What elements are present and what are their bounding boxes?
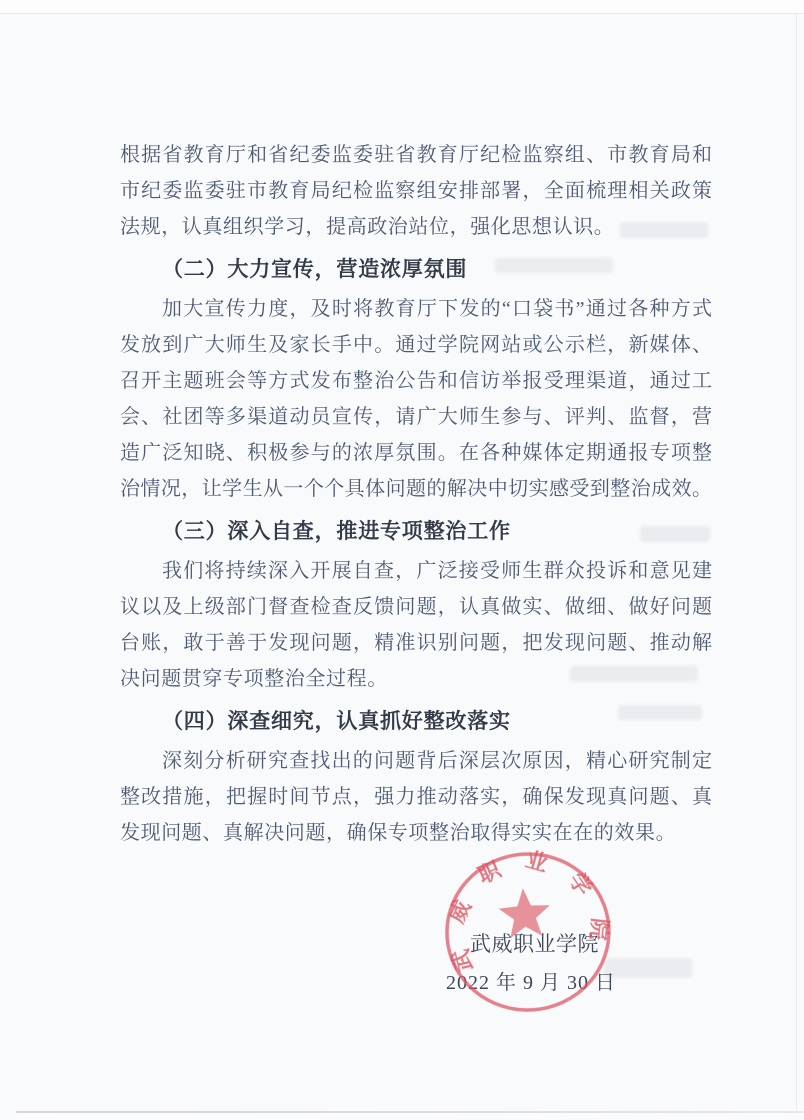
signature-date: 2022 年 9 月 30 日 [446,972,616,994]
text-line: 议以及上级部门督查检查反馈问题，认真做实、做细、做好问题 [120,596,712,618]
text-line: 发放到广大师生及家长手中。通过学院网站或公示栏，新媒体、 [120,334,712,356]
text-line: 决问题贯穿专项整治全过程。 [120,668,388,690]
page-right-edge [796,13,797,1111]
page-top-edge [0,0,804,14]
text-line: 我们将持续深入开展自查，广泛接受师生群众投诉和意见建 [162,560,712,582]
text-line: 召开主题班会等方式发布整治公告和信访举报受理渠道，通过工 [120,370,712,392]
text-line: 会、社团等多渠道动员宣传，请广大师生参与、评判、监督，营 [120,406,712,428]
star-icon [497,886,552,938]
text-line: 加大宣传力度，及时将教育厅下发的“口袋书”通过各种方式 [162,298,712,320]
text-line: 根据省教育厅和省纪委监委驻省教育厅纪检监察组、市教育局和 [120,144,712,166]
text-line: 法规，认真组织学习，提高政治站位，强化思想认识。 [120,216,615,238]
paragraph [120,743,712,851]
section-heading: （三）深入自查，推进专项整治工作 [162,519,511,543]
text-line: 造广泛知晓、积极参与的浓厚氛围。在各种媒体定期通报专项整 [120,442,712,464]
seal-ring-text: 武威职业学院 [442,846,613,975]
section-heading: （四）深查细究，认真抓好整改落实 [162,709,511,733]
text-line: 台账，敢于善于发现问题，精准识别问题，把发现问题、推动解 [120,632,712,654]
ink-bleed-artifact [618,705,702,720]
text-line: 深刻分析研究查找出的问题背后深层次原因，精心研究制定 [162,750,712,772]
document-text-body [120,137,712,851]
paragraph [120,291,712,507]
section-heading: （二）大力宣传，营造浓厚氛围 [162,257,468,281]
text-line: 治情况，让学生从一个个具体问题的解决中切实感受到整治成效。 [120,478,712,500]
official-seal-stamp [432,839,624,1027]
text-line: 市纪委监委驻市教育局纪检监察组安排部署，全面梳理相关政策 [120,180,712,202]
text-line: 整改措施，把握时间节点，强力推动落实，确保发现真问题、真 [120,786,712,808]
ink-bleed-artifact [640,526,710,542]
ink-bleed-artifact [495,258,613,273]
ink-bleed-artifact [620,222,708,238]
ink-bleed-artifact [570,666,698,682]
text-line: 发现问题、真解决问题，确保专项整治取得实实在在的效果。 [120,822,677,844]
scan-background [0,1113,804,1120]
signature-organization: 武威职业学院 [470,932,599,956]
